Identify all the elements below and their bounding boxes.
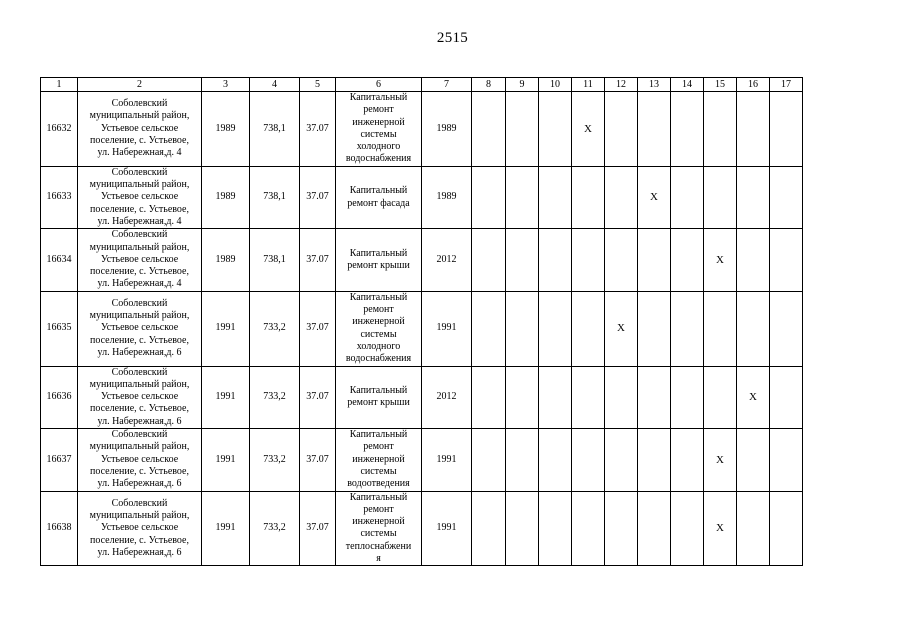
- empty-cell: [770, 429, 803, 491]
- empty-cell: [472, 491, 506, 566]
- empty-cell: [506, 291, 539, 366]
- empty-cell: [572, 491, 605, 566]
- table-row: [41, 92, 803, 167]
- year-cell: 1989: [422, 166, 472, 228]
- header-cell: 12: [605, 78, 638, 92]
- address-cell: Соболевский муниципальный район, Устьевое сельское поселение, с. Устьевое, ул. Набережная,д. 6: [78, 491, 202, 566]
- row-id: 16632: [41, 92, 78, 167]
- empty-cell: [539, 366, 572, 428]
- row-id: 16636: [41, 366, 78, 428]
- empty-cell: [506, 92, 539, 167]
- empty-cell: [472, 366, 506, 428]
- mark-cell: X: [704, 491, 737, 566]
- empty-cell: [638, 92, 671, 167]
- empty-cell: [671, 92, 704, 167]
- mark-cell: X: [704, 229, 737, 291]
- empty-cell: [737, 291, 770, 366]
- empty-cell: [671, 491, 704, 566]
- header-cell: 9: [506, 78, 539, 92]
- empty-cell: [539, 491, 572, 566]
- table-body: [41, 78, 803, 566]
- empty-cell: [506, 491, 539, 566]
- empty-cell: [770, 491, 803, 566]
- area-cell: 733,2: [250, 491, 300, 566]
- empty-cell: [605, 429, 638, 491]
- empty-cell: [671, 429, 704, 491]
- header-cell: 15: [704, 78, 737, 92]
- empty-cell: [737, 166, 770, 228]
- year-built-cell: 1989: [202, 229, 250, 291]
- empty-cell: [770, 166, 803, 228]
- row-id: 16638: [41, 491, 78, 566]
- empty-cell: [572, 229, 605, 291]
- year-built-cell: 1991: [202, 429, 250, 491]
- header-cell: 16: [737, 78, 770, 92]
- year-built-cell: 1991: [202, 491, 250, 566]
- address-cell: Соболевский муниципальный район, Устьевое сельское поселение, с. Устьевое, ул. Набережная,д. 4: [78, 92, 202, 167]
- empty-cell: [671, 166, 704, 228]
- work-type-cell: Капитальный ремонт крыши: [336, 366, 422, 428]
- empty-cell: [737, 229, 770, 291]
- header-cell: 2: [78, 78, 202, 92]
- empty-cell: [638, 491, 671, 566]
- empty-cell: [572, 366, 605, 428]
- area-cell: 733,2: [250, 429, 300, 491]
- area-cell: 733,2: [250, 366, 300, 428]
- area-cell: 733,2: [250, 291, 300, 366]
- empty-cell: [472, 92, 506, 167]
- header-cell: 7: [422, 78, 472, 92]
- year-built-cell: 1991: [202, 366, 250, 428]
- empty-cell: [671, 291, 704, 366]
- empty-cell: [704, 166, 737, 228]
- mark-cell: X: [605, 291, 638, 366]
- page-number: 2515: [436, 30, 469, 46]
- empty-cell: [572, 166, 605, 228]
- address-cell: Соболевский муниципальный район, Устьевое сельское поселение, с. Устьевое, ул. Набережная,д. 4: [78, 166, 202, 228]
- mark-cell: X: [737, 366, 770, 428]
- year-built-cell: 1991: [202, 291, 250, 366]
- row-id: 16637: [41, 429, 78, 491]
- mark-cell: X: [572, 92, 605, 167]
- empty-cell: [770, 366, 803, 428]
- header-cell: 6: [336, 78, 422, 92]
- row-id: 16633: [41, 166, 78, 228]
- year-cell: 1989: [422, 92, 472, 167]
- table-row: [41, 429, 803, 491]
- code-cell: 37.07: [300, 429, 336, 491]
- empty-cell: [605, 166, 638, 228]
- work-type-cell: Капитальный ремонт крыши: [336, 229, 422, 291]
- address-cell: Соболевский муниципальный район, Устьевое сельское поселение, с. Устьевое, ул. Набережная,д. 4: [78, 229, 202, 291]
- empty-cell: [770, 229, 803, 291]
- year-built-cell: 1989: [202, 92, 250, 167]
- mark-cell: X: [638, 166, 671, 228]
- table-row: [41, 366, 803, 428]
- header-cell: 13: [638, 78, 671, 92]
- empty-cell: [472, 166, 506, 228]
- work-type-cell: Капитальный ремонт инженерной системы холодного водоснабжения: [336, 92, 422, 167]
- code-cell: 37.07: [300, 291, 336, 366]
- empty-cell: [572, 429, 605, 491]
- header-cell: 11: [572, 78, 605, 92]
- address-cell: Соболевский муниципальный район, Устьевое сельское поселение, с. Устьевое, ул. Набережная,д. 6: [78, 366, 202, 428]
- work-type-cell: Капитальный ремонт фасада: [336, 166, 422, 228]
- year-cell: 2012: [422, 366, 472, 428]
- code-cell: 37.07: [300, 491, 336, 566]
- year-cell: 1991: [422, 291, 472, 366]
- year-cell: 2012: [422, 229, 472, 291]
- row-id: 16634: [41, 229, 78, 291]
- empty-cell: [671, 366, 704, 428]
- work-type-cell: Капитальный ремонт инженерной системы холодного водоснабжения: [336, 291, 422, 366]
- empty-cell: [737, 429, 770, 491]
- empty-cell: [539, 429, 572, 491]
- empty-cell: [472, 229, 506, 291]
- table-row: [41, 166, 803, 228]
- empty-cell: [472, 429, 506, 491]
- empty-cell: [506, 166, 539, 228]
- work-type-cell: Капитальный ремонт инженерной системы водоотведения: [336, 429, 422, 491]
- empty-cell: [506, 229, 539, 291]
- year-cell: 1991: [422, 429, 472, 491]
- empty-cell: [770, 92, 803, 167]
- empty-cell: [539, 166, 572, 228]
- empty-cell: [770, 291, 803, 366]
- code-cell: 37.07: [300, 92, 336, 167]
- header-cell: 4: [250, 78, 300, 92]
- empty-cell: [704, 291, 737, 366]
- header-cell: 8: [472, 78, 506, 92]
- empty-cell: [638, 291, 671, 366]
- area-cell: 738,1: [250, 166, 300, 228]
- empty-cell: [737, 491, 770, 566]
- empty-cell: [472, 291, 506, 366]
- address-cell: Соболевский муниципальный район, Устьевое сельское поселение, с. Устьевое, ул. Набережная,д. 6: [78, 291, 202, 366]
- header-cell: 10: [539, 78, 572, 92]
- table-row: [41, 291, 803, 366]
- code-cell: 37.07: [300, 366, 336, 428]
- empty-cell: [638, 229, 671, 291]
- code-cell: 37.07: [300, 166, 336, 228]
- empty-cell: [671, 229, 704, 291]
- empty-cell: [704, 366, 737, 428]
- header-row: [41, 78, 803, 92]
- header-cell: 17: [770, 78, 803, 92]
- empty-cell: [605, 92, 638, 167]
- empty-cell: [539, 291, 572, 366]
- empty-cell: [605, 229, 638, 291]
- mark-cell: X: [704, 429, 737, 491]
- year-cell: 1991: [422, 491, 472, 566]
- header-cell: 3: [202, 78, 250, 92]
- row-id: 16635: [41, 291, 78, 366]
- empty-cell: [506, 366, 539, 428]
- empty-cell: [638, 366, 671, 428]
- header-cell: 1: [41, 78, 78, 92]
- area-cell: 738,1: [250, 92, 300, 167]
- empty-cell: [539, 92, 572, 167]
- work-type-cell: Капитальный ремонт инженерной системы теплоснабжени я: [336, 491, 422, 566]
- empty-cell: [605, 491, 638, 566]
- empty-cell: [737, 92, 770, 167]
- table-row: [41, 229, 803, 291]
- code-cell: 37.07: [300, 229, 336, 291]
- registry-table: [40, 77, 803, 566]
- header-cell: 14: [671, 78, 704, 92]
- header-cell: 5: [300, 78, 336, 92]
- empty-cell: [638, 429, 671, 491]
- empty-cell: [506, 429, 539, 491]
- empty-cell: [572, 291, 605, 366]
- area-cell: 738,1: [250, 229, 300, 291]
- table-row: [41, 491, 803, 566]
- empty-cell: [605, 366, 638, 428]
- address-cell: Соболевский муниципальный район, Устьевое сельское поселение, с. Устьевое, ул. Набережная,д. 6: [78, 429, 202, 491]
- year-built-cell: 1989: [202, 166, 250, 228]
- empty-cell: [539, 229, 572, 291]
- empty-cell: [704, 92, 737, 167]
